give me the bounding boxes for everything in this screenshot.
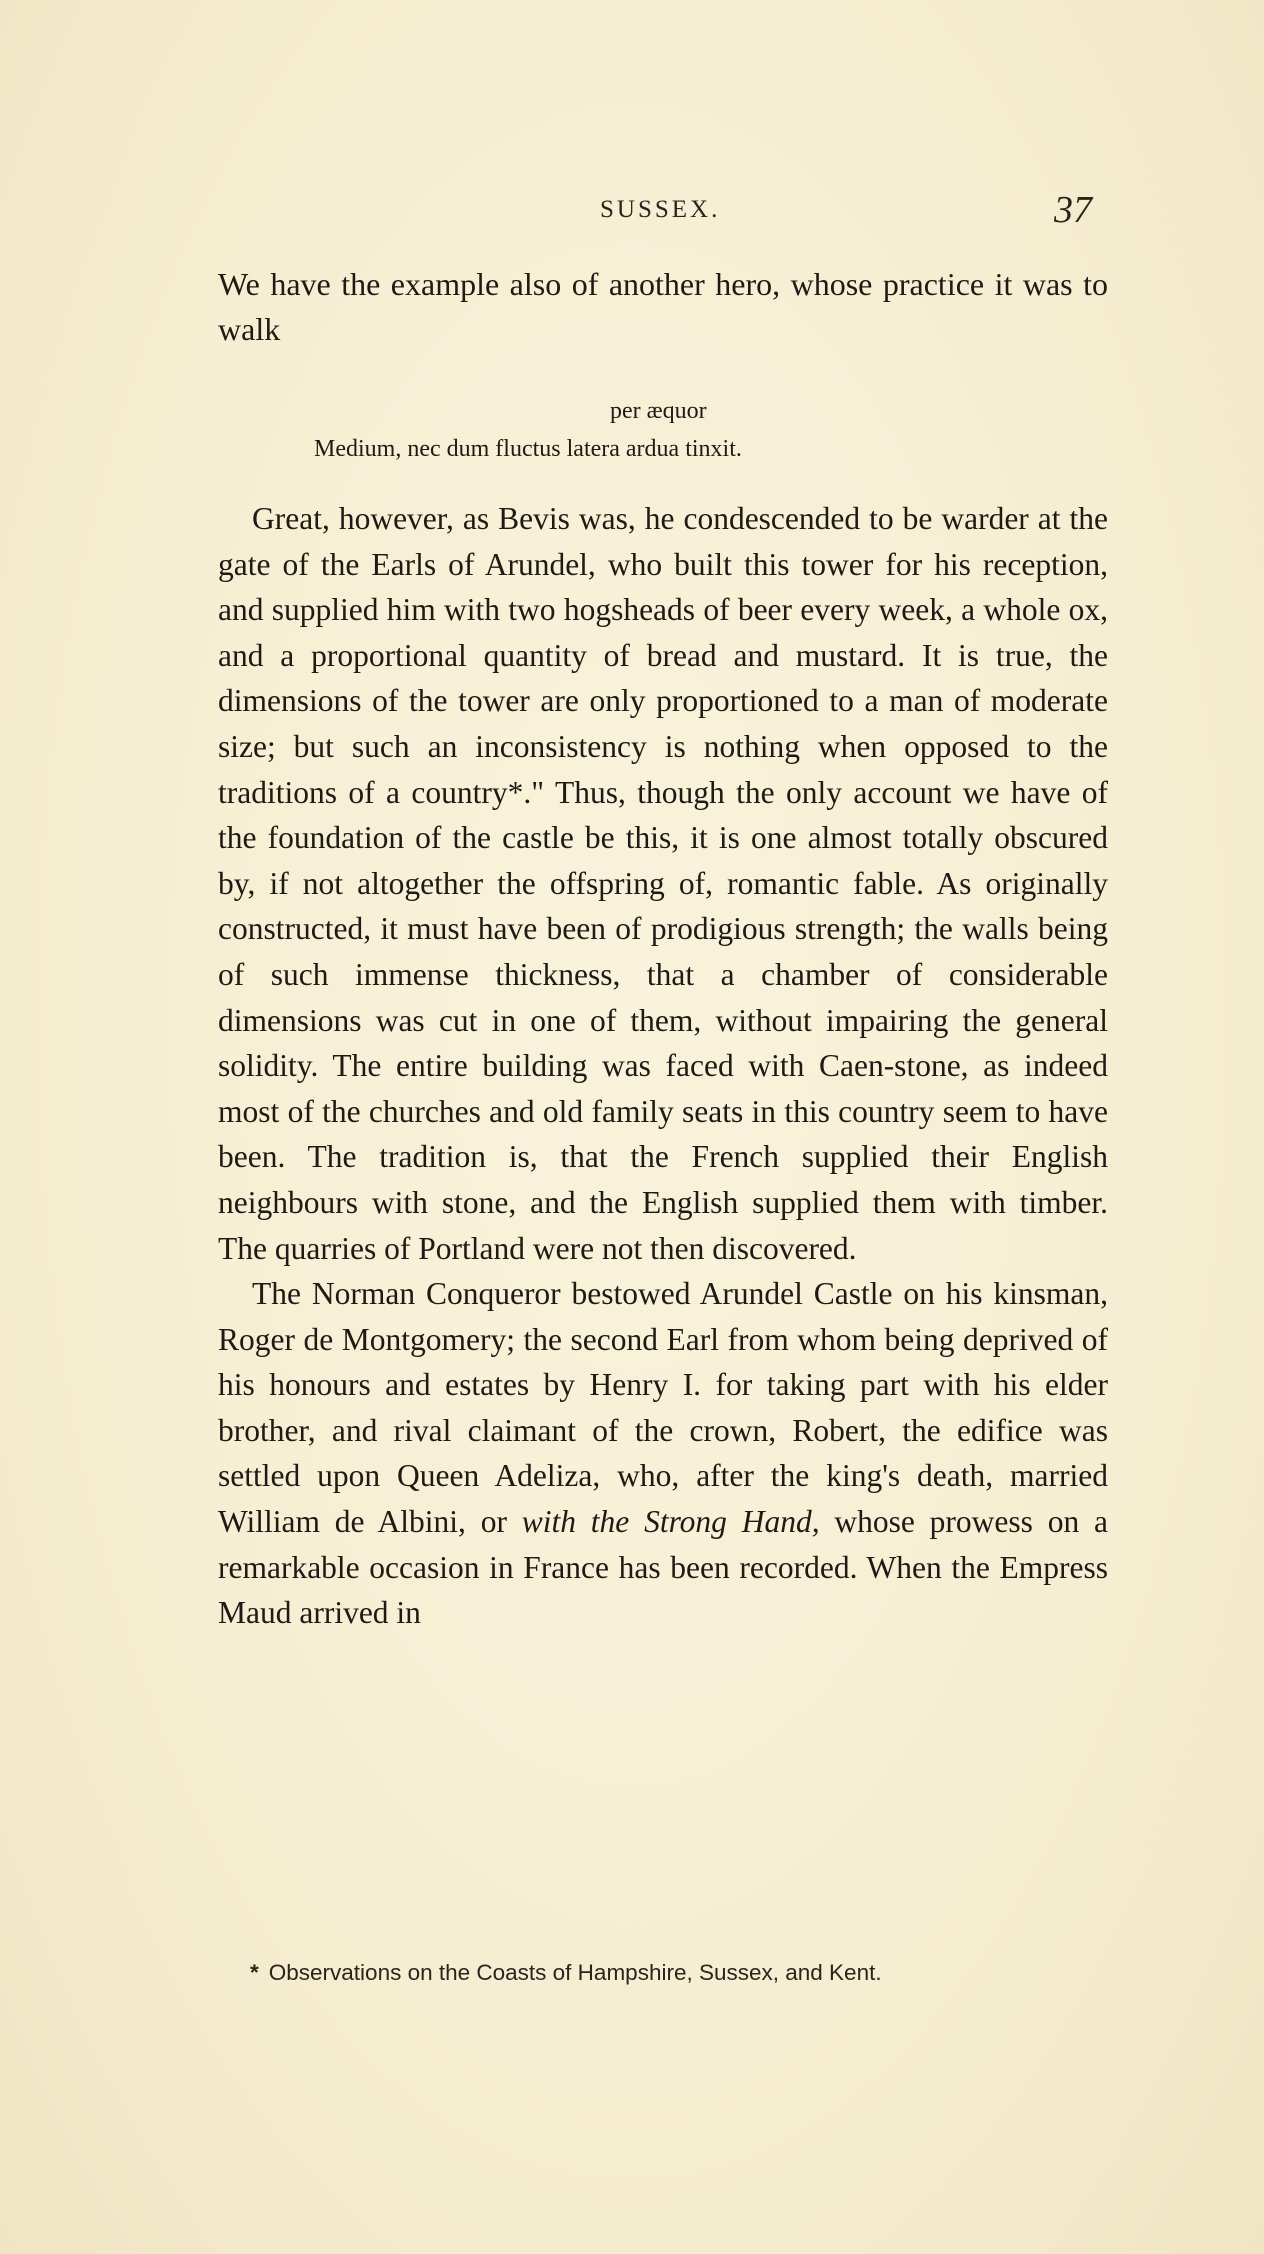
- footnote-text: Observations on the Coasts of Hampshire, Sussex, and Kent.: [268, 1960, 882, 1985]
- paragraph-norman-conqueror: [218, 1271, 1108, 1636]
- footnote-mark: *: [250, 1960, 259, 1985]
- paragraph-2-text-b: whose prowess on a remarkable occasion in France has been recorded. When the Empress Maud arrived in: [218, 1504, 1108, 1631]
- intro-paragraph: [218, 262, 1108, 352]
- running-head: [0, 188, 1264, 236]
- page-number: 37: [1054, 189, 1092, 231]
- paragraph-bevis: Great, however, as Bevis was, he condescended to be warder at the gate of the Earls of Arundel, who built this tower for his reception, and supplied him with two hogsheads of beer every week, a whole ox, and a proportional quantity of bread and mustard. It is true, the dimensions of the tower are only proportioned to a man of moderate size; but such an inconsistency is nothing when opposed to the traditions of a country*." Thus, though the only account we have of the foundation of the castle be this, it is one almost totally obscured by, if not altogether the offspring of, romantic fable. As originally constructed, it must have been of prodigious strength; the walls being of such immense thickness, that a chamber of considerable dimensions was cut in one of them, without impairing the general solidity. The entire building was faced with Caen-stone, as indeed most of the churches and old family seats in this country seem to have been. The tradition is, that the French supplied their English neighbours with stone, and the English supplied them with timber. The quarries of Portland were not then discovered.: [218, 501, 1108, 1266]
- intro-text: We have the example also of another hero, whose practice it was to walk: [218, 266, 1108, 347]
- running-title: SUSSEX.: [600, 196, 721, 223]
- paragraph-2-text-a: The Norman Conqueror bestowed Arundel Castle on his kinsman, Roger de Montgomery; the second Earl from whom being deprived of his honours and estates by Henry I. for taking part with his elder brother, and rival claimant of the crown, Robert, the edifice was settled upon Queen Adeliza, who, after the king's death, married William de Albini, or: [218, 1276, 1108, 1540]
- body-text: [218, 496, 1108, 1636]
- quote-line-2: Medium, nec dum fluctus latera ardua tinxit.: [314, 436, 742, 462]
- paragraph-2-italic: with the Strong Hand,: [521, 1504, 820, 1540]
- latin-quotation: [218, 392, 1108, 468]
- quote-line-1: per æquor: [610, 398, 707, 424]
- footnote: [250, 1960, 1150, 1986]
